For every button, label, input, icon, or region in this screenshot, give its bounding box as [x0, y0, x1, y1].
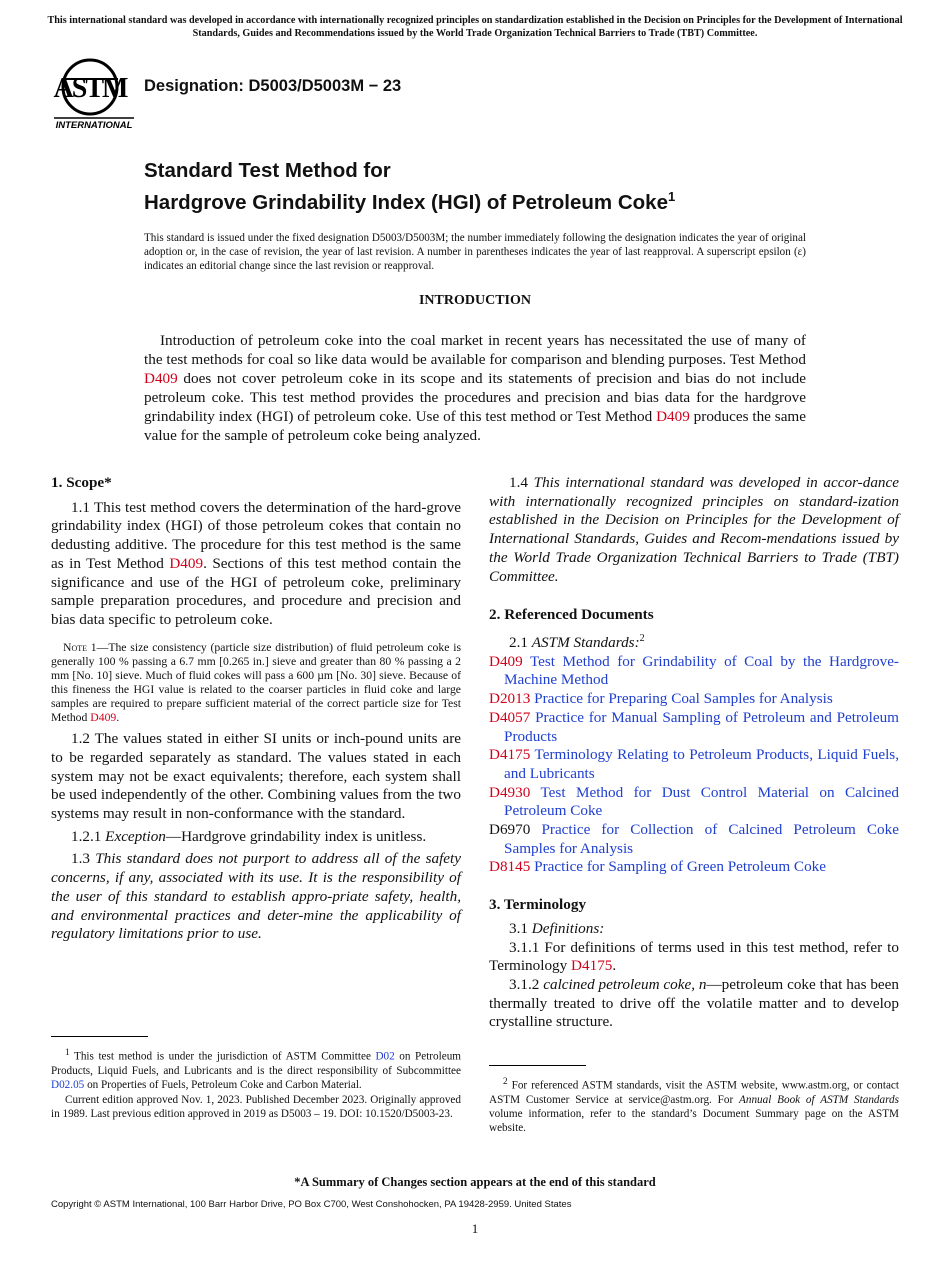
reference-code[interactable]: D2013	[489, 690, 531, 708]
reference-title[interactable]: Test Method for Dust Control Material on Calcined Petroleum Coke	[504, 783, 899, 820]
reference-item	[489, 709, 899, 746]
reference-title[interactable]: Practice for Sampling of Green Petroleum Coke	[534, 858, 826, 876]
link-d02[interactable]: D02	[375, 1050, 395, 1063]
logo-letters: ASTM	[53, 73, 127, 104]
reference-item	[489, 690, 899, 709]
left-column	[51, 474, 461, 944]
reference-item	[489, 821, 899, 858]
footnote-rule	[489, 1065, 586, 1066]
para-1-4: 1.4 This international standard was developed in accor-dance with internationally recognized principles on standard-ization established in the Decision on Principles for the Development of International Standards, Guides and Recom-mendations issued by the World Trade Organization Technical Barriers to Trade (TBT) Committee.	[489, 474, 899, 585]
introduction-heading: INTRODUCTION	[418, 293, 531, 308]
note-1: Note 1—The size consistency (particle size distribution) of fluid petroleum coke is generally 100 % passing a 6.7 mm [0.265 in.] sieve and greater than 80 % passing a 2 mm [No. 10] sieve. Much of fluid cokes will pass a 600 µm [No. 30] sieve. Because of this fineness the HGI value is related to the coarser particles in fluid coke and large samples are required to prepare sufficient material of the correct particle size for Test Method D409.	[51, 640, 461, 725]
referenced-heading: 2. Referenced Documents	[489, 606, 654, 624]
reference-code[interactable]: D4930	[489, 783, 531, 801]
reference-item	[489, 746, 899, 783]
standard-note: This standard is issued under the fixed designation D5003/D5003M; the number immediately following the designation indicates the year of original adoption or, in the case of revision, the year of last revision. A number in parentheses indicates the year of last reapproval. A superscript epsilon (ε) indicates an editorial change since the last revision or reapproval.	[144, 232, 806, 273]
astm-logo	[52, 57, 136, 131]
para-1-2: 1.2 The values stated in either SI units or inch-pound units are to be regarded separately as standard. The values stated in each system may not be exact equivalents; therefore, each system shall be used independently of the other. Combining values from the two systems may result in non-conformance with the standard.	[51, 730, 461, 822]
link-d409[interactable]: D409	[144, 370, 178, 387]
title-line2: Hardgrove Grindability Index (HGI) of Petroleum Coke	[144, 190, 668, 214]
para-1-2-1: 1.2.1 Exception—Hardgrove grindability index is unitless.	[71, 827, 427, 845]
para-3-1-1: 3.1.1 For definitions of terms used in this test method, refer to Terminology D4175.	[489, 938, 899, 975]
title-footnote-ref[interactable]: 1	[667, 189, 676, 204]
link-d409[interactable]: D409	[656, 408, 690, 425]
reference-item	[489, 784, 899, 821]
astm-standards-label: 2.1 ASTM Standards:$^2$	[509, 632, 645, 651]
definitions-label: 3.1 Definitions:	[509, 919, 605, 937]
introduction-text: Introduction of petroleum coke into the coal market in recent years has necessitated the use of many of the test methods for coal so like data would be available for comparison and blending purposes. Test Method D409 does not cover petroleum coke in its scope and its statements of precision and bias do not include petroleum coke. This test method provides the procedures and precision and bias data for the hardgrove grindability index (HGI) of petroleum coke. Use of this test method or Test Method D409 produces the same value for the sample of petroleum coke being analyzed.	[144, 332, 806, 444]
reference-code[interactable]: D8145	[489, 858, 531, 876]
footnote-2: $^2$ For referenced ASTM standards, visit the ASTM website, www.astm.org, or contact ASTM Customer Service at service@astm.org. For Annual Book of ASTM Standards volume information, refer to the standard’s Document Summary page on the ASTM website.	[489, 1077, 899, 1134]
page-title	[144, 158, 675, 216]
reference-code[interactable]: D4057	[489, 708, 531, 726]
reference-title[interactable]: Test Method for Grindability of Coal by the Hardgrove-Machine Method	[504, 652, 899, 689]
link-d409[interactable]: D409	[169, 554, 204, 572]
reference-title[interactable]: Practice for Collection of Calcined Petroleum Coke Samples for Analysis	[504, 821, 899, 857]
link-d409[interactable]: D409	[90, 711, 117, 725]
scope-heading: 1. Scope*	[51, 474, 112, 491]
reference-title[interactable]: Practice for Manual Sampling of Petroleum and Petroleum Products	[504, 708, 899, 745]
reference-code[interactable]: D409	[489, 652, 523, 670]
top-notice: This international standard was developed in accordance with internationally recognized principles on standardization established in the Decision on Principles for the Development of International Standards, Guides and Recommendations issued by the World Trade Organization Technical Barriers to Trade (TBT) Committee.	[47, 15, 903, 39]
reference-item	[489, 653, 899, 690]
para-1-3: 1.3 This standard does not purport to address all of the safety concerns, if any, associated with its use. It is the responsibility of the user of this standard to establish appro-priate safety, health, and environmental practices and deter-mine the applicability of regulatory limitations prior to use.	[51, 850, 461, 943]
link-d4175[interactable]: D4175	[571, 957, 613, 975]
reference-title[interactable]: Terminology Relating to Petroleum Products, Liquid Fuels, and Lubricants	[504, 746, 900, 782]
terminology-heading: 3. Terminology	[489, 896, 587, 914]
para-1-1: 1.1 This test method covers the determination of the hard-grove grindability index (HGI) of those petroleum cokes that contain no dedusting additive. The procedure for this test method is the same as in Test Method D409. Sections of this test method contain the significance and use of the HGI of petroleum coke, preliminary sample preparation procedures, and procedure and precision and bias data specific to petroleum coke.	[51, 498, 461, 628]
right-column	[489, 474, 899, 1032]
reference-item	[489, 858, 899, 877]
page-number: 1	[471, 1221, 479, 1236]
footnote-rule	[51, 1036, 148, 1037]
reference-code[interactable]: D4175	[489, 746, 531, 764]
summary-note: *A Summary of Changes section appears at the end of this standard	[294, 1175, 656, 1189]
reference-list	[489, 653, 899, 877]
reference-title[interactable]: Practice for Preparing Coal Samples for Analysis	[534, 690, 833, 708]
copyright: Copyright © ASTM International, 100 Barr Harbor Drive, PO Box C700, West Conshohocken, PA 19428-2959. United States	[51, 1199, 572, 1210]
title-line1: Standard Test Method for	[144, 159, 391, 182]
logo-word: INTERNATIONAL	[55, 120, 133, 131]
para-3-1-2: 3.1.2 calcined petroleum coke, n—petroleum coke that has been thermally treated to drive off the volatile matter and to develop crystalline structure.	[489, 975, 900, 1031]
designation: Designation: D5003/D5003M − 23	[144, 77, 402, 95]
link-d02-05[interactable]: D02.05	[51, 1078, 85, 1091]
footnote-1: $^1$ This test method is under the jurisdiction of ASTM Committee D02 on Petroleum Products, Liquid Fuels, and Lubricants and is the direct responsibility of Subcommittee D02.05 on Properties of Fuels, Petroleum Coke and Carbon Material. Current edition approved Nov. 1, 2023. Published December 2023. Originally approved in 1989. Last previous edition approved in 2019 as D5003 – 19. DOI: 10.1520/D5003-23.	[51, 1048, 461, 1120]
reference-code: D6970	[489, 821, 531, 839]
